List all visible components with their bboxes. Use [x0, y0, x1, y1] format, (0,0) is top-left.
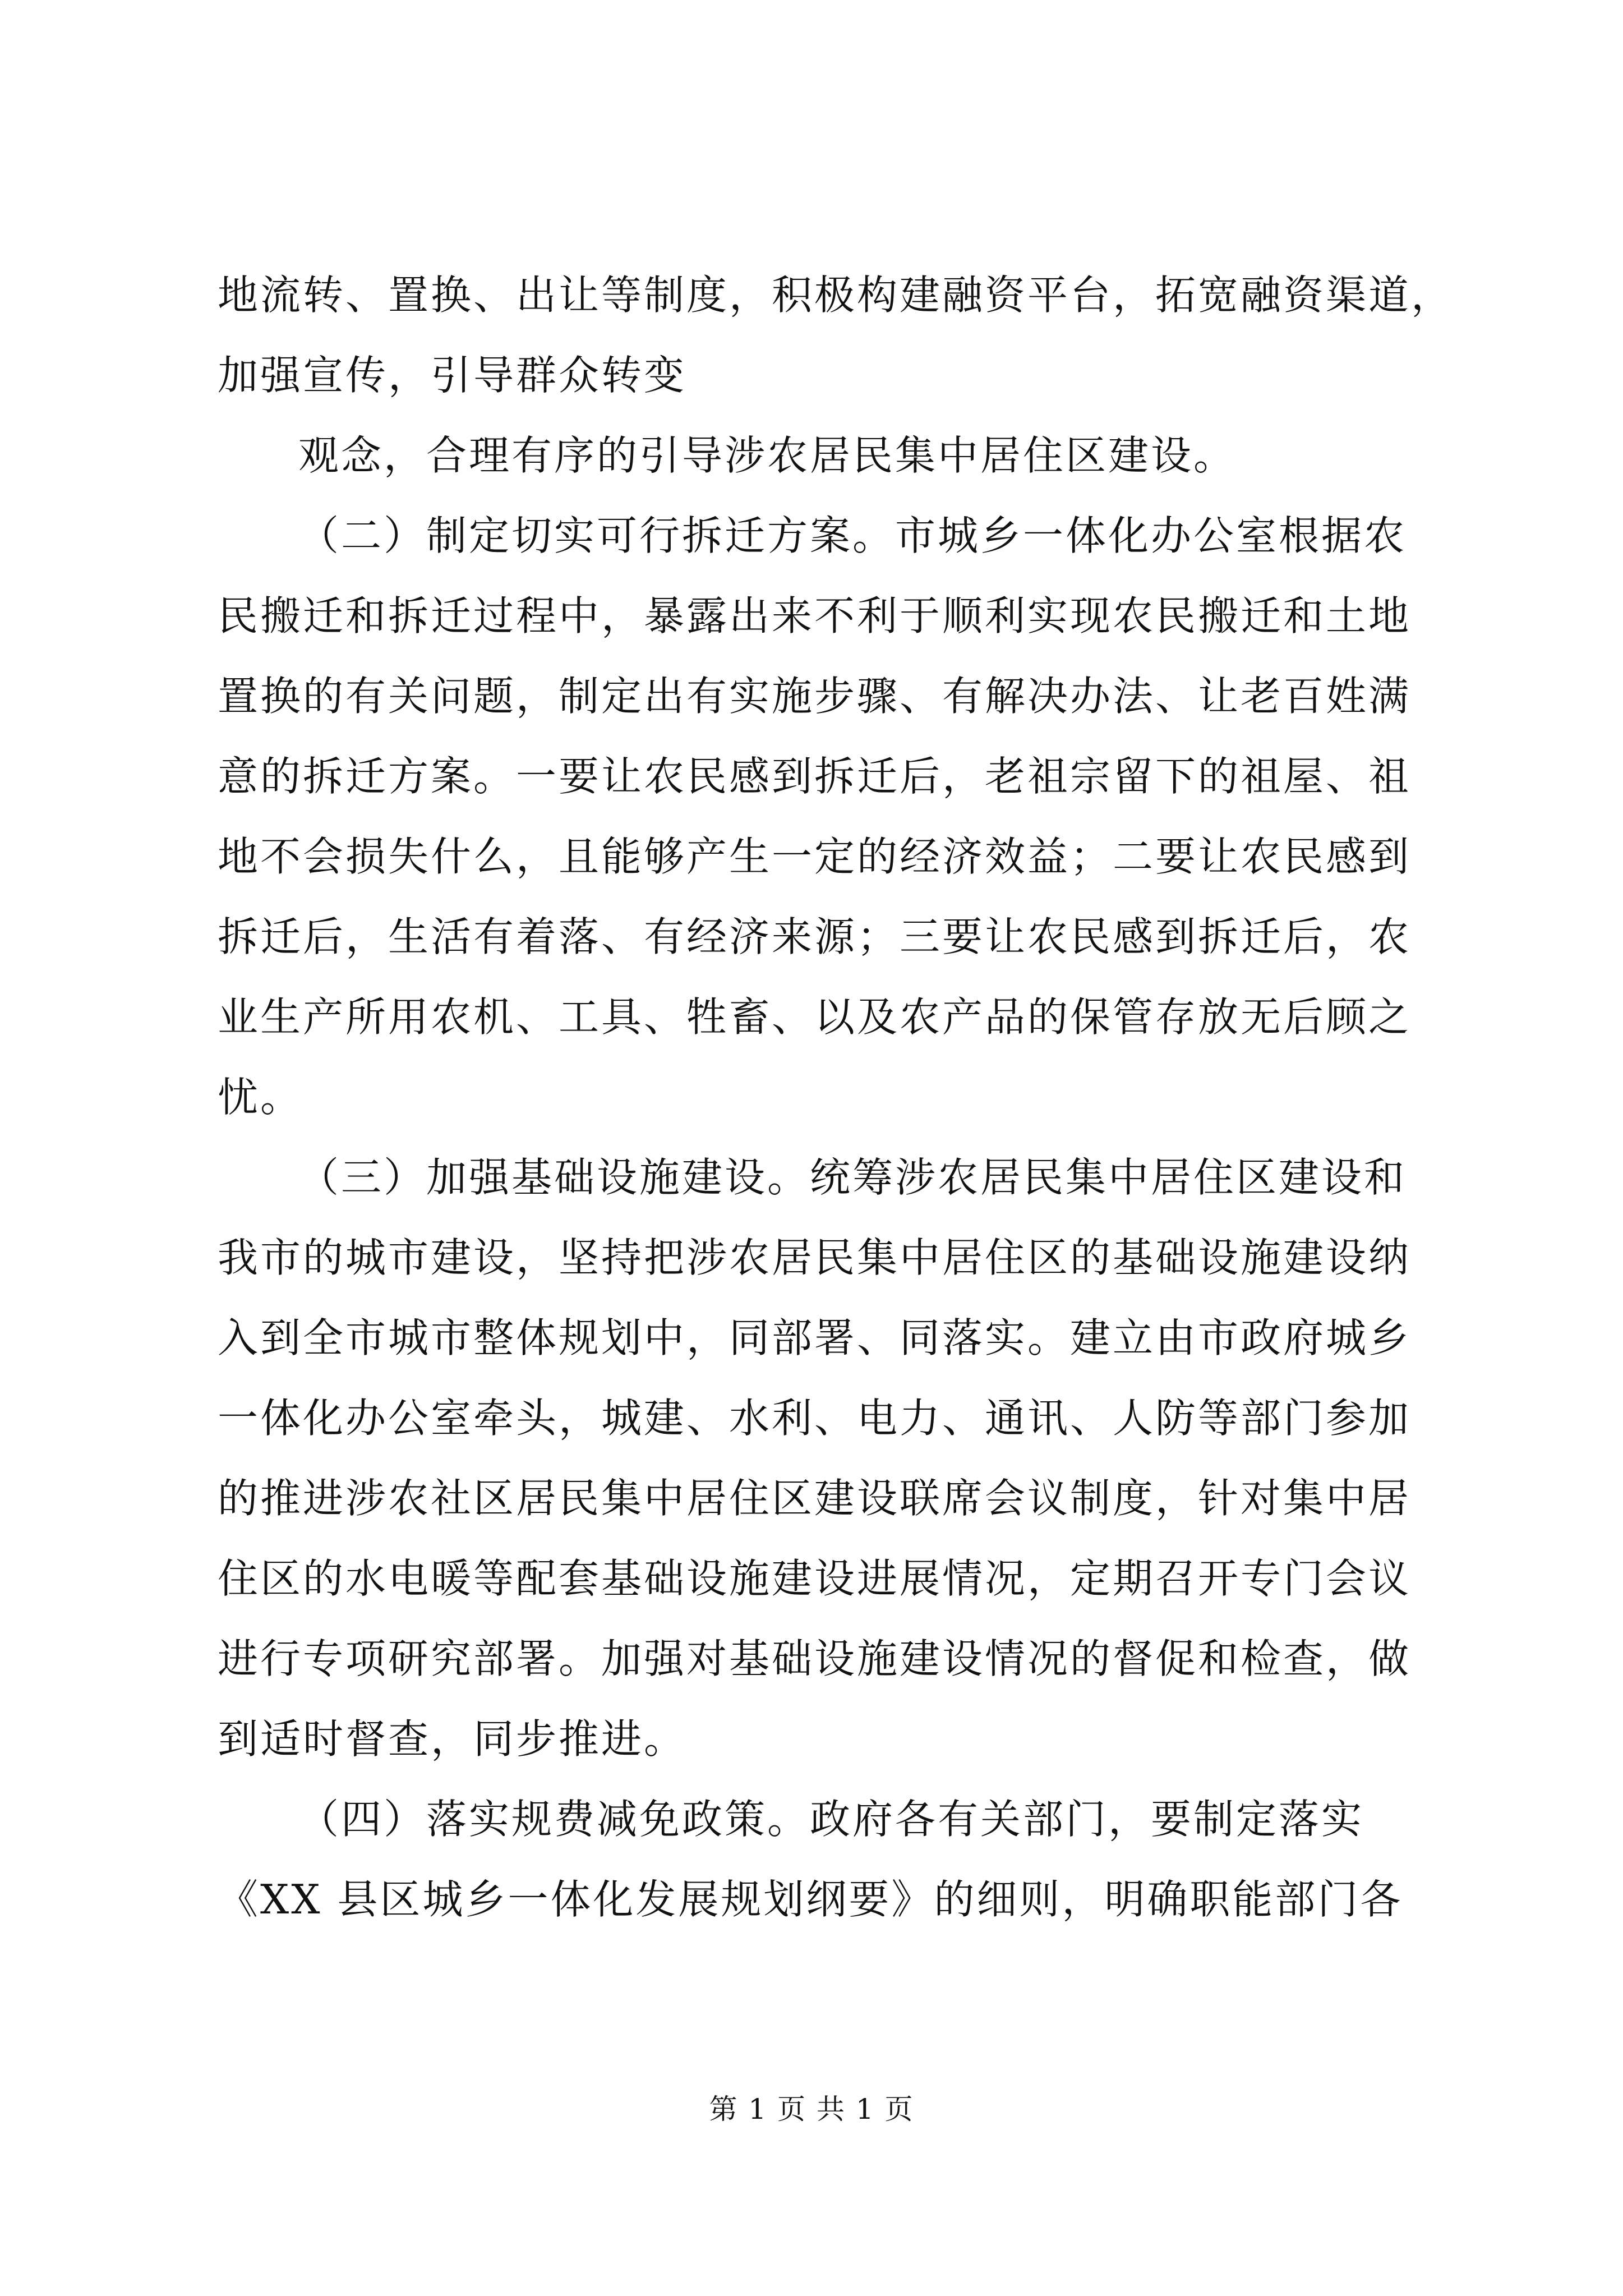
text-line: 住区的水电暖等配套基础设施建设进展情况，定期召开专门会议 — [218, 1555, 1412, 1602]
text-line: 《XX 县区城乡一体化发展规划纲要》的细则，明确职能部门各 — [218, 1876, 1403, 1923]
text-line: （三）加强基础设施建设。统筹涉农居民集中居住区建设和 — [298, 1154, 1407, 1201]
text-line: 拆迁后，生活有着落、有经济来源；三要让农民感到拆迁后，农 — [218, 913, 1412, 960]
text-line: 意的拆迁方案。一要让农民感到拆迁后，老祖宗留下的祖屋、祖 — [218, 753, 1412, 800]
text-line: （二）制定切实可行拆迁方案。市城乡一体化办公室根据农 — [298, 512, 1407, 559]
text-line: 的推进涉农社区居民集中居住区建设联席会议制度，针对集中居 — [218, 1475, 1412, 1522]
text-line: 业生产所用农机、工具、牲畜、以及农产品的保管存放无后顾之 — [218, 993, 1412, 1041]
page-footer: 第 1 页 共 1 页 — [709, 2093, 914, 2125]
text-line: 入到全市城市整体规划中，同部署、同落实。建立由市政府城乡 — [218, 1314, 1412, 1361]
text-line: 加强宣传，引导群众转变 — [218, 352, 687, 399]
text-line: 一体化办公室牵头，城建、水利、电力、通讯、人防等部门参加 — [218, 1395, 1412, 1442]
text-line: 地不会损失什么，且能够产生一定的经济效益；二要让农民感到 — [218, 833, 1412, 880]
text-line: 观念，合理有序的引导涉农居民集中居住区建设。 — [298, 432, 1237, 479]
text-line: 地流转、置换、出让等制度，积极构建融资平台，拓宽融资渠道， — [218, 272, 1454, 319]
text-line: 我市的城市建设，坚持把涉农居民集中居住区的基础设施建设纳 — [218, 1234, 1412, 1281]
document-body — [218, 255, 1454, 1940]
text-line: 到适时督查，同步推进。 — [218, 1715, 687, 1763]
text-line: （四）落实规费减免政策。政府各有关部门，要制定落实 — [298, 1796, 1364, 1843]
text-line: 进行专项研究部署。加强对基础设施建设情况的督促和检查，做 — [218, 1635, 1412, 1682]
text-line: 民搬迁和拆迁过程中，暴露出来不利于顺利实现农民搬迁和土地 — [218, 592, 1412, 639]
text-line: 置换的有关问题，制定出有实施步骤、有解决办法、让老百姓满 — [218, 673, 1412, 720]
text-line: 忧。 — [218, 1074, 303, 1121]
